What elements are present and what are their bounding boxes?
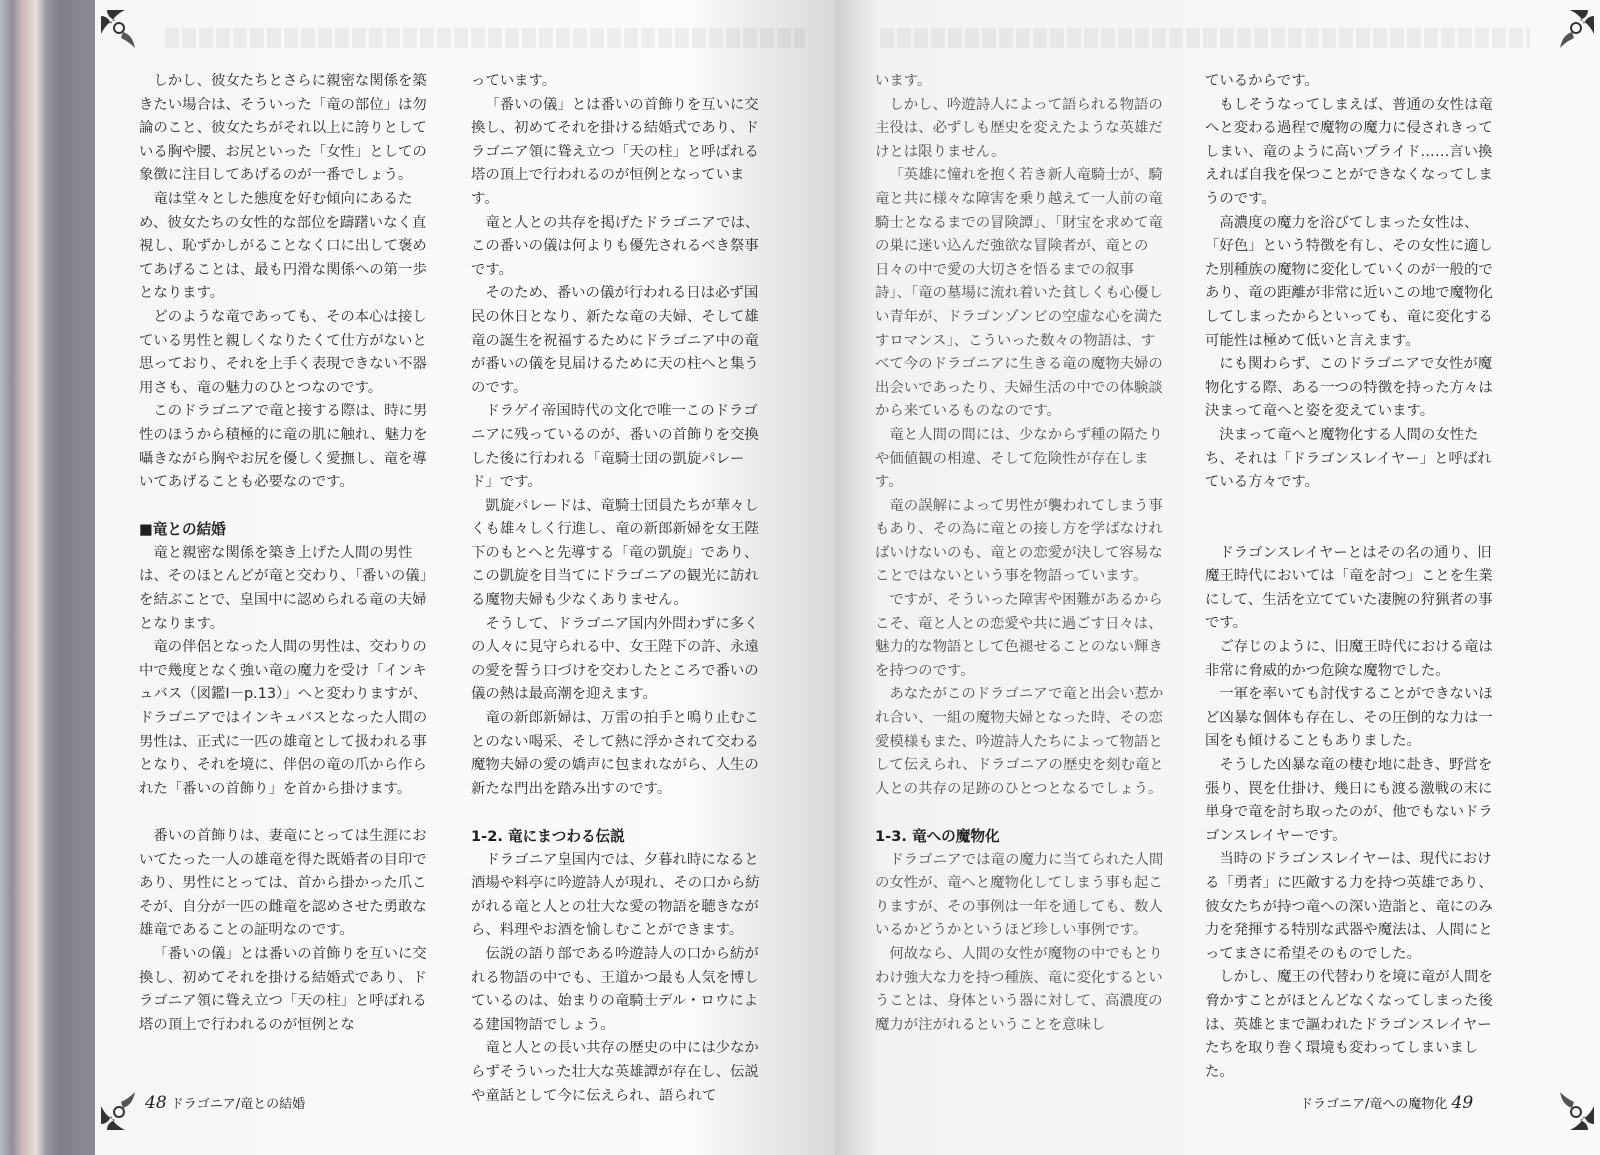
corner-ornament-bottom-right-icon bbox=[1550, 1086, 1596, 1132]
body-paragraph: そうした凶暴な竜の棲む地に赴き、野営を張り、罠を仕掛け、幾日にも渡る激戦の末に単身で竜を討ち取ったのが、他でもないドラゴンスレイヤーです。 bbox=[1205, 757, 1493, 844]
corner-ornament-top-left-icon bbox=[99, 8, 145, 54]
page-number: 48 bbox=[145, 1093, 167, 1113]
body-paragraph: あなたがこのドラゴニアで竜と出会い惹かれ合い、一組の魔物夫婦となった時、その恋愛模様もまた、吟遊詩人たちによって物語として伝えられ、ドラゴニアの歴史を刻む竜と人との共存の足跡のひとつとなるでしょう。 bbox=[875, 686, 1164, 797]
bleed-through-text bbox=[880, 28, 1530, 48]
right-page-column-1 bbox=[875, 70, 1167, 1090]
left-page-footer bbox=[145, 1093, 305, 1113]
body-paragraph: ているからです。 bbox=[1205, 73, 1319, 89]
body-paragraph: っています。 bbox=[471, 73, 557, 89]
page-number: 49 bbox=[1451, 1093, 1474, 1113]
body-paragraph: 「番いの儀」とは番いの首飾りを互いに交換し、初めてそれを掛ける結婚式であり、ドラゴニア領に聳え立つ「天の柱」と呼ばれる塔の頂上で行われるのが恒例とな bbox=[139, 945, 427, 1033]
bleed-through-text bbox=[165, 28, 805, 48]
body-paragraph: 伝説の語り部である吟遊詩人の口から紡がれる物語の中でも、王道かつ最も人気を博しているのは、始まりの竜騎士デル・ロウによる建国物語でしょう。 bbox=[471, 945, 759, 1033]
body-paragraph: 竜と人との共存を掲げたドラゴニアでは、この番いの儀は何よりも優先されるべき祭事です。 bbox=[471, 214, 760, 278]
paragraph-gap bbox=[875, 801, 1167, 825]
body-paragraph: ドラゴニアでは竜の魔力に当てられた人間の女性が、竜へと魔物化してしまう事も起こりますが、その事例は一年を通しても、数人いるかどうかというほど珍しい事例です。 bbox=[875, 851, 1164, 939]
body-paragraph: 番いの首飾りは、妻竜にとっては生涯においてたった一人の雄竜を得た既婚者の目印であり、男性にとっては、首から掛かった爪こそが、自分が一匹の雌竜を認めさせた勇敢な雄竜であることの証明なのです。 bbox=[139, 828, 427, 939]
body-paragraph: います。 bbox=[875, 73, 932, 89]
body-paragraph: ドラゲイ帝国時代の文化で唯一このドラゴニアに残っているのが、番いの首飾りを交換した後に行われる「竜騎士団の凱旋パレード」です。 bbox=[471, 403, 759, 491]
body-paragraph: しかし、彼女たちとさらに親密な関係を築きたい場合は、そういった「竜の部位」は勿論のこと、彼女たちがそれ以上に誇りとしている胸や腰、お尻といった「女性」としての象徴に注目してあげるのが一番でしょう。 bbox=[139, 73, 427, 184]
body-paragraph: もしそうなってしまえば、普通の女性は竜へと変わる過程で魔物の魔力に侵されきってしまい、竜のように高いプライド……言い換えれば自我を保つことができなくなってしまうのです。 bbox=[1205, 96, 1493, 207]
body-paragraph: ドラゴンスレイヤーとはその名の通り、旧魔王時代においては「竜を討つ」ことを生業にして、生活を立てていた凄腕の狩猟者の事です。 bbox=[1205, 544, 1493, 632]
section-heading: 1-3. 竜への魔物化 bbox=[875, 828, 1000, 845]
corner-ornament-bottom-left-icon bbox=[99, 1086, 145, 1132]
section-heading: ■竜との結婚 bbox=[139, 521, 226, 539]
body-paragraph: このドラゴニアで竜と接する際は、時に男性のほうから積極的に竜の肌に触れ、魅力を囁きながら胸やお尻を優しく愛撫し、竜を導いてあげることも必要なのです。 bbox=[139, 403, 428, 491]
body-paragraph: しかし、吟遊詩人によって語られる物語の主役は、必ずしも歴史を変えたような英雄だけとは限りません。 bbox=[875, 96, 1163, 160]
body-paragraph: 一軍を率いても討伐することができないほど凶暴な個体も存在し、その圧倒的な力は一国をも傾けることもありました。 bbox=[1205, 686, 1493, 750]
body-paragraph: にも関わらず、このドラゴニアで女性が魔物化する際、ある一つの特徴を持った方々は決まって竜へと姿を変えています。 bbox=[1205, 356, 1493, 420]
corner-ornament-top-right-icon bbox=[1550, 8, 1596, 54]
body-paragraph: 竜と親密な関係を築き上げた人間の男性は、そのほとんどが竜と交わり、「番いの儀」を結ぶことで、皇国中に認められる竜の夫婦となります。 bbox=[139, 544, 427, 632]
body-paragraph: そのため、番いの儀が行われる日は必ず国民の休日となり、新たな竜の夫婦、そして雄竜の誕生を祝福するためにドラゴニア中の竜が番いの儀を見届けるために天の柱へと集うのです。 bbox=[471, 285, 759, 396]
page-edges bbox=[0, 0, 95, 1155]
running-footer: ドラゴニア/竜との結婚 bbox=[170, 1097, 306, 1112]
body-paragraph: 何故なら、人間の女性が魔物の中でもとりわけ強大な力を持つ種族、竜に変化するということは、身体という器に対して、高濃度の魔力が注がれるということを意味し bbox=[875, 945, 1163, 1033]
right-page-column-2 bbox=[1205, 70, 1497, 1090]
body-paragraph: 当時のドラゴンスレイヤーは、現代における「勇者」に匹敵する力を持つ英雄であり、彼女たちが持つ竜への深い造詣と、竜にのみ力を発揮する特別な武器や魔法は、人間にとってまさに希望そのものでした。 bbox=[1205, 851, 1493, 962]
body-paragraph: 竜と人間の間には、少なからず種の隔たりや価値観の相違、そして危険性が存在します。 bbox=[875, 426, 1163, 491]
body-paragraph: しかし、魔王の代替わりを境に竜が人間を脅かすことがほとんどなくなってしまった後は、英雄とまで謳われたドラゴンスレイヤーたちを取り巻く環境も変わってしまいました。 bbox=[1205, 969, 1493, 1080]
left-page-column-2 bbox=[471, 70, 763, 1104]
body-paragraph: 竜の新郎新婦は、万雷の拍手と鳴り止むことのない喝采、そして熱に浮かされて交わる魔物夫婦の愛の嬌声に包まれながら、人生の新たな門出を踏み出すのです。 bbox=[471, 710, 759, 797]
paragraph-gap bbox=[1205, 495, 1497, 542]
body-paragraph: 「番いの儀」とは番いの首飾りを互いに交換し、初めてそれを掛ける結婚式であり、ドラゴニア領に聳え立つ「天の柱」と呼ばれる塔の頂上で行われるのが恒例となっています。 bbox=[471, 96, 759, 207]
body-paragraph: 決まって竜へと魔物化する人間の女性たち、それは「ドラゴンスレイヤー」と呼ばれている方々です。 bbox=[1205, 426, 1492, 491]
left-page-column-1 bbox=[139, 70, 431, 1090]
right-page bbox=[835, 0, 1600, 1155]
running-footer: ドラゴニア/竜への魔物化 bbox=[1300, 1097, 1448, 1112]
body-paragraph: ドラゴニア皇国内では、夕暮れ時になると酒場や料亭に吟遊詩人が現れ、その口から紡がれる竜と人との壮大な愛の物語を聴きながら、料理やお酒を愉しむことができます。 bbox=[471, 851, 760, 939]
body-paragraph: 「英雄に憧れを抱く若き新人竜騎士が、騎竜と共に様々な障害を乗り越えて一人前の竜騎士となるまでの冒険譚」、「財宝を求めて竜の巣に迷い込んだ強欲な冒険者が、竜との日々の中で愛の大切さを悟るまでの叙事詩」、「竜の墓場に流れ着いた貧しくも心優しい青年が、ドラゴンゾンビの空虚な心を満たすロマンス」、こういった数々の物語は、すべて今のドラゴニアに生きる竜の魔物夫婦の出会いであったり、夫婦生活の中での体験談から来ているものなのです。 bbox=[875, 167, 1163, 420]
body-paragraph: 凱旋パレードは、竜騎士団員たちが華々しくも雄々しく行進し、竜の新郎新婦を女王陛下のもとへと先導する「竜の凱旋」であり、この凱旋を目当てにドラゴニアの観光に訪れる魔物夫婦も少なくありません。 bbox=[471, 497, 759, 609]
paragraph-gap bbox=[471, 801, 763, 825]
body-paragraph: どのような竜であっても、その本心は接している男性と親しくなりたくて仕方がないと思っており、それを上手く表現できない不器用さも、竜の魅力のひとつなのです。 bbox=[139, 308, 427, 396]
body-paragraph: ご存じのように、旧魔王時代における竜は非常に脅威的かつ危険な魔物でした。 bbox=[1205, 639, 1493, 679]
right-page-footer bbox=[1300, 1093, 1473, 1113]
body-paragraph: ですが、そういった障害や困難があるからこそ、竜と人との恋愛や共に過ごす日々は、魅力的な物語として色褪せることのない輝きを持つのです。 bbox=[875, 592, 1163, 679]
body-paragraph: 高濃度の魔力を浴びてしまった女性は、「好色」という特徴を有し、その女性に適した別種族の魔物に変化していくのが一般的であり、竜の距離が非常に近いこの地で魔物化してしまったからといっても、竜に変化する可能性は極めて低いと言えます。 bbox=[1205, 214, 1493, 349]
body-paragraph: 竜は堂々とした態度を好む傾向にあるため、彼女たちの女性的な部位を躊躇いなく直視し、恥ずかしがることなく口に出して褒めてあげることは、最も円滑な関係への第一歩となります。 bbox=[139, 190, 427, 302]
body-paragraph: 竜の誤解によって男性が襲われてしまう事もあり、その為に竜との接し方を学ばなければいけないのも、竜との恋愛が決して容易なことではないという事を物語っています。 bbox=[875, 497, 1163, 585]
paragraph-gap bbox=[139, 801, 431, 825]
body-paragraph: 竜と人との長い共存の歴史の中には少なからずそういった壮大な英雄譚が存在し、伝説や童話として今に伝えられ、語られて bbox=[471, 1040, 759, 1104]
body-paragraph: そうして、ドラゴニア国内外問わずに多くの人々に見守られる中、女王陛下の許、永遠の愛を誓う口づけを交わしたところで番いの儀の熱は最高潮を迎えます。 bbox=[471, 615, 759, 703]
section-heading: 1-2. 竜にまつわる伝説 bbox=[471, 828, 625, 845]
left-page bbox=[95, 0, 835, 1155]
body-paragraph: 竜の伴侶となった人間の男性は、交わりの中で幾度となく強い竜の魔力を受け「インキュバス（図鑑Ⅰ－p.13）」へと変わりますが、ドラゴニアではインキュバスとなった人間の男性は、正式に一匹の雄竜として扱われる事となり、それを境に、伴侶の竜の爪から作られた「番いの首飾り」を首から掛けます。 bbox=[139, 639, 428, 797]
paragraph-gap bbox=[139, 495, 431, 519]
